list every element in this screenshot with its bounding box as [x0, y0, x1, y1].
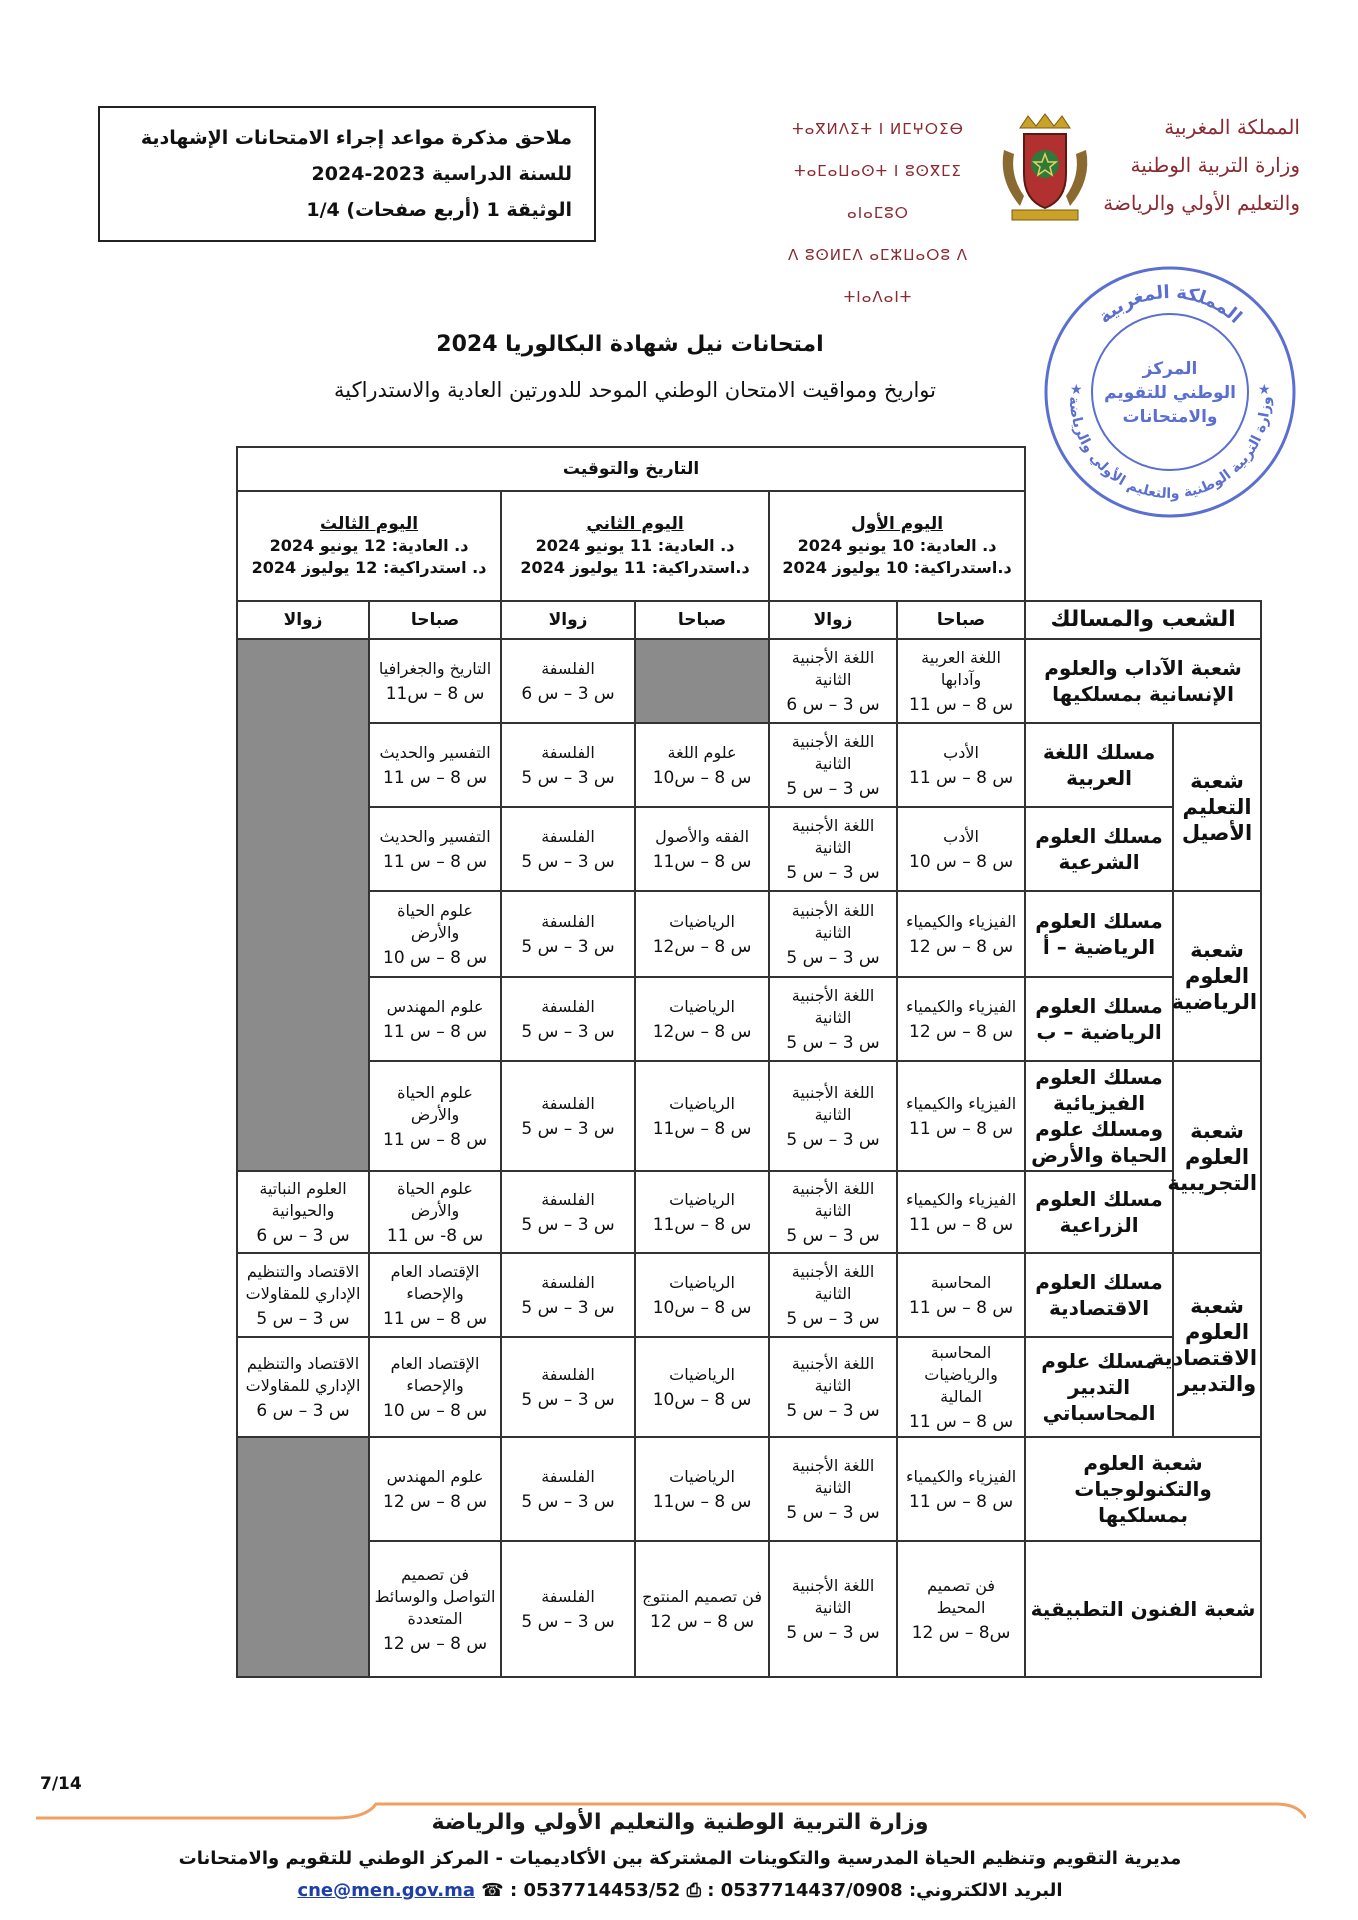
exam-cell: [769, 1061, 897, 1171]
track-cell: [1025, 1171, 1173, 1253]
exam-cell: [635, 1337, 769, 1437]
exam-time: س 3 – س 5: [786, 1622, 880, 1643]
day-2-header: [501, 491, 769, 601]
blank-corner: [1025, 447, 1261, 491]
exam-time: س8 – س 12: [911, 1622, 1011, 1643]
exam-subject: الفلسفة: [541, 1189, 595, 1209]
exam-subject: الأدب: [943, 826, 979, 846]
exam-cell: [369, 639, 501, 723]
table-row: [99, 639, 1261, 723]
exam-time: س 3 – س 5: [786, 1400, 880, 1421]
footer-contact: [200, 1880, 1160, 1901]
exam-subject: الرياضيات: [669, 1189, 735, 1209]
track-cell: [1025, 1337, 1173, 1437]
exam-subject: الإقتصاد العام والإحصاء: [390, 1353, 480, 1395]
document-subtitle: تواريخ ومواقيت الامتحان الوطني الموحد للدورتين العادية والاستدراكية: [333, 378, 937, 402]
exam-subject: الفلسفة: [541, 1466, 595, 1486]
email-label: البريد الالكتروني:: [908, 1880, 1063, 1901]
exam-cell: [369, 977, 501, 1061]
branch-label: شعبة العلوم التجريبية: [1167, 1119, 1258, 1195]
branch-cell: [1173, 891, 1261, 1061]
track-label: مسلك العلوم الرياضية – ب: [1035, 994, 1163, 1044]
exam-cell: [369, 891, 501, 977]
exam-cell: [769, 639, 897, 723]
exam-subject: اللغة العربية وآدابها: [921, 647, 1001, 689]
exam-cell: [635, 1437, 769, 1541]
exam-time: س 3 – س 6: [786, 694, 880, 715]
exam-time: س 8 – س12: [652, 1021, 752, 1042]
exam-subject: اللغة الأجنبية الثانية: [791, 1261, 875, 1303]
exam-subject: علوم الحياة والأرض: [397, 1178, 473, 1220]
exam-time: س 3 – س 5: [521, 1118, 615, 1139]
tifinagh-line-2: ⵜⴰⵎⴰⵡⴰⵙⵜ ⵏ ⵓⵙⴳⵎⵉ ⴰⵏⴰⵎⵓⵔ: [794, 162, 962, 222]
exam-subject: الفيزياء والكيمياء: [905, 1466, 1017, 1486]
exam-cell: [369, 1253, 501, 1337]
exam-cell: [635, 1061, 769, 1171]
exam-time: س 8 – س 11: [383, 1308, 488, 1329]
exam-cell: [237, 1171, 369, 1253]
exam-cell: [369, 723, 501, 807]
exam-subject: علوم اللغة: [667, 742, 737, 762]
stamp-center-1: المركز: [1142, 359, 1198, 379]
exam-subject: المحاسبة والرياضيات المالية: [924, 1342, 998, 1406]
exam-cell: [237, 1337, 369, 1437]
exam-cell: [635, 977, 769, 1061]
stamp-center-2: الوطني للتقويم: [1104, 383, 1236, 403]
exam-time: س 8 – س 11: [383, 1021, 488, 1042]
exam-subject: الرياضيات: [669, 1272, 735, 1292]
svg-text:المملكة المغربية: [1094, 282, 1245, 328]
exam-subject: الفيزياء والكيمياء: [905, 1189, 1017, 1209]
exam-time: س 8 – س 11: [909, 694, 1014, 715]
track-cell: [1025, 977, 1173, 1061]
fax-number: 0537714437/0908: [720, 1880, 903, 1901]
branch-label: شعبة العلوم الاقتصادية والتدبير: [1151, 1294, 1258, 1396]
exam-time: س 8 – س 11: [909, 1118, 1014, 1139]
tifinagh-line-3: ⴷ ⵓⵙⵍⵎⴷ ⴰⵎⵣⵡⴰⵔⵓ ⴷ ⵜⵏⴰⴷⴰⵏⵜ: [787, 246, 969, 306]
exam-subject: اللغة الأجنبية الثانية: [791, 985, 875, 1027]
exam-subject: الفلسفة: [541, 1364, 595, 1384]
exam-time: س 8 – س 12: [909, 1021, 1014, 1042]
exam-subject: الفلسفة: [541, 1586, 595, 1606]
table-row: [99, 1437, 1261, 1541]
exam-cell: [769, 891, 897, 977]
exam-cell: [501, 807, 635, 891]
exam-time: س 3 – س 6: [256, 1225, 350, 1246]
track-label: مسلك العلوم الزراعية: [1035, 1187, 1163, 1237]
branch-label: شعبة العلوم الرياضية: [1171, 938, 1258, 1014]
email-link[interactable]: cne@men.gov.ma: [297, 1880, 476, 1901]
no-exam-cell: [635, 639, 769, 723]
exam-cell: [501, 1061, 635, 1171]
track-cell: [1025, 1437, 1261, 1541]
track-label: شعبة العلوم والتكنولوجيات بمسلكيها: [1074, 1451, 1212, 1527]
exam-subject: اللغة الأجنبية الثانية: [791, 1455, 875, 1497]
slot-afternoon: زوالا: [501, 601, 635, 639]
day-2-catchup: د.استدراكية: 11 يوليوز 2024: [520, 558, 750, 577]
exam-subject: اللغة الأجنبية الثانية: [791, 1082, 875, 1124]
fax-icon: ⎙ :: [686, 1880, 721, 1901]
branch-cell: [1151, 1253, 1261, 1437]
exam-time: س 8 – س 11: [909, 767, 1014, 788]
exam-subject: اللغة الأجنبية الثانية: [791, 1353, 875, 1395]
exam-cell: [897, 639, 1025, 723]
exam-time: س 3 – س 5: [786, 862, 880, 883]
exam-cell: [369, 807, 501, 891]
exam-time: س 8 – س 10: [383, 947, 488, 968]
track-label: مسلك العلوم الفيزيائية ومسلك علوم الحياة والأرض: [1031, 1065, 1167, 1167]
header-tracks: الشعب والمسالك: [1025, 601, 1261, 639]
exam-time: س 8 – س 11: [909, 1491, 1014, 1512]
exam-time: س 3 – س 5: [786, 1129, 880, 1150]
exam-cell: [501, 1541, 635, 1677]
slot-morning: صباحا: [369, 601, 501, 639]
exam-cell: [369, 1061, 501, 1171]
exam-cell: [501, 1171, 635, 1253]
exam-subject: الرياضيات: [669, 911, 735, 931]
exam-cell: [635, 1541, 769, 1677]
exam-time: س 3 – س 5: [786, 778, 880, 799]
day-3-catchup: د. استدراكية: 12 يوليوز 2024: [251, 558, 487, 577]
exam-cell: [769, 1253, 897, 1337]
exam-cell: [635, 1171, 769, 1253]
exam-cell: [769, 723, 897, 807]
exam-subject: فن تصميم التواصل والوسائط المتعددة: [374, 1564, 496, 1628]
exam-subject: الرياضيات: [669, 996, 735, 1016]
exam-subject: اللغة الأجنبية الثانية: [791, 647, 875, 689]
exam-subject: المحاسبة: [930, 1272, 992, 1292]
exam-cell: [897, 1253, 1025, 1337]
exam-subject: الرياضيات: [669, 1466, 735, 1486]
blank-corner: [99, 447, 237, 491]
slot-morning: صباحا: [635, 601, 769, 639]
day-3-normal: د. العادية: 12 يونيو 2024: [269, 536, 469, 555]
exam-time: س 3 – س 5: [521, 1611, 615, 1632]
exam-cell: [501, 977, 635, 1061]
footer-directorate: مديرية التقويم وتنظيم الحياة المدرسية والتكوينات المشتركة بين الأكاديميات - المركز الوطني للتقويم والامتحانات: [178, 1848, 1182, 1869]
day-1-name: اليوم الأول: [851, 514, 944, 534]
header-date-time: التاريخ والتوقيت: [237, 447, 1025, 491]
exam-time: س 8 – س 11: [909, 1411, 1014, 1432]
stamp-outer-bottom: وزارة التربية الوطنية والتعليم الأولي والرياضة: [1065, 396, 1275, 503]
exam-time: س 3 – س 5: [786, 1308, 880, 1329]
exam-time: س 3 – س 5: [521, 1021, 615, 1042]
star-icon: ★: [1258, 382, 1271, 398]
exam-cell: [635, 1253, 769, 1337]
track-label: مسلك العلوم الاقتصادية: [1035, 1270, 1163, 1320]
exam-cell: [501, 1337, 635, 1437]
phone-number: 0537714453/52: [523, 1880, 681, 1901]
annex-line-2: للسنة الدراسية 2023-2024: [311, 163, 572, 185]
exam-subject: الرياضيات: [669, 1364, 735, 1384]
track-cell: [1025, 891, 1173, 977]
exam-subject: علوم المهندس: [386, 996, 484, 1016]
track-cell: [1025, 1061, 1173, 1171]
exam-cell: [237, 1253, 369, 1337]
track-label: مسلك العلوم الشرعية: [1035, 824, 1163, 874]
day-2-normal: د. العادية: 11 يونيو 2024: [535, 536, 735, 555]
exam-subject: الأدب: [943, 742, 979, 762]
exam-time: س 3 – س 5: [256, 1308, 350, 1329]
track-label: مسلك علوم التدبير المحاسباتي: [1041, 1349, 1157, 1425]
exam-time: س 8 – س11: [385, 683, 485, 704]
exam-cell: [897, 1437, 1025, 1541]
exam-time: س 3 – س 5: [521, 851, 615, 872]
track-cell: [1025, 1253, 1173, 1337]
exam-cell: [635, 807, 769, 891]
track-label: شعبة الفنون التطبيقية: [1030, 1597, 1256, 1621]
exam-time: س 8 – س 11: [383, 1129, 488, 1150]
track-cell: [1025, 723, 1173, 807]
exam-subject: الفلسفة: [541, 1093, 595, 1113]
exam-cell: [769, 1541, 897, 1677]
exam-time: س 8 – س 11: [909, 1214, 1014, 1235]
exam-subject: الفيزياء والكيمياء: [905, 1093, 1017, 1113]
exam-cell: [501, 723, 635, 807]
exam-cell: [769, 807, 897, 891]
exam-cell: [501, 891, 635, 977]
exam-time: س 8 – س 12: [383, 1491, 488, 1512]
exam-time: س 8 – س 12: [383, 1633, 488, 1654]
exam-time: س 8 – س11: [652, 1214, 752, 1235]
exam-cell: [769, 1437, 897, 1541]
ministry-name-line-2: والتعليم الأولي والرياضة: [1103, 191, 1300, 215]
day-3-name: اليوم الثالث: [319, 514, 419, 534]
exam-time: س 3 – س 5: [521, 1389, 615, 1410]
exam-cell: [369, 1437, 501, 1541]
exam-subject: اللغة الأجنبية الثانية: [791, 731, 875, 773]
day-1-header: [769, 491, 1025, 601]
exam-cell: [501, 639, 635, 723]
day-1-normal: د. العادية: 10 يونيو 2024: [797, 536, 997, 555]
branch-cell: [1167, 1061, 1261, 1253]
exam-cell: [897, 1171, 1025, 1253]
exam-cell: [635, 891, 769, 977]
exam-subject: الفلسفة: [541, 1272, 595, 1292]
schedule-table: [98, 446, 1262, 1678]
track-cell: [1025, 1541, 1261, 1677]
annex-line-1: ملاحق مذكرة مواعد إجراء الامتحانات الإشهادية: [140, 127, 572, 149]
exam-subject: الفلسفة: [541, 996, 595, 1016]
ministry-tifinagh: [768, 108, 988, 318]
exam-subject: الاقتصاد والتنظيم الإداري للمقاولات: [245, 1353, 361, 1395]
annex-box: [98, 106, 596, 242]
exam-time: س 8 – س11: [652, 851, 752, 872]
slot-afternoon: زوالا: [769, 601, 897, 639]
page-number: 7/14: [40, 1774, 82, 1794]
exam-cell: [369, 1541, 501, 1677]
ministry-name-line-1: وزارة التربية الوطنية: [1130, 153, 1300, 177]
exam-time: س 8 – س 12: [650, 1611, 755, 1632]
annex-line-3: الوثيقة 1 (أربع صفحات) 1/4: [306, 199, 572, 221]
exam-subject: علوم الحياة والأرض: [397, 900, 473, 942]
exam-time: س 3 – س 5: [786, 1502, 880, 1523]
exam-time: س 8 – س 11: [383, 767, 488, 788]
exam-subject: فن تصميم المنتوج: [642, 1586, 762, 1606]
document-title: امتحانات نيل شهادة البكالوريا 2024: [436, 332, 824, 357]
blank-corner: [99, 491, 237, 601]
exam-cell: [769, 1171, 897, 1253]
exam-time: س 8 – س 10: [909, 851, 1014, 872]
exam-subject: اللغة الأجنبية الثانية: [791, 900, 875, 942]
exam-time: س 8 – س 10: [383, 1400, 488, 1421]
exam-cell: [501, 1253, 635, 1337]
exam-cell: [369, 1337, 501, 1437]
exam-subject: التاريخ والجغرافيا: [378, 658, 492, 678]
exam-cell: [897, 891, 1025, 977]
day-3-header: [237, 491, 501, 601]
exam-time: س 8 – س10: [652, 1389, 752, 1410]
exam-time: س 3 – س 5: [521, 1297, 615, 1318]
track-cell: [1025, 639, 1261, 723]
phone-icon: ☎ :: [481, 1880, 524, 1901]
exam-time: س 8 – س11: [652, 1118, 752, 1139]
exam-time: س 3 – س 5: [786, 947, 880, 968]
exam-subject: اللغة الأجنبية الثانية: [791, 1178, 875, 1220]
kingdom-label: المملكة المغربية: [1164, 115, 1300, 139]
stamp-outer-top: المملكة المغربية: [1094, 281, 1246, 328]
exam-cell: [897, 1061, 1025, 1171]
track-label: مسلك العلوم الرياضية – أ: [1035, 909, 1163, 959]
track-label: مسلك اللغة العربية: [1042, 740, 1156, 790]
exam-time: س 3 – س 5: [786, 1032, 880, 1053]
exam-subject: التفسير والحديث: [379, 742, 491, 762]
exam-cell: [635, 723, 769, 807]
exam-time: س 3 – س 5: [521, 1214, 615, 1235]
coat-of-arms-icon: [990, 110, 1100, 230]
exam-subject: اللغة الأجنبية الثانية: [791, 1575, 875, 1617]
exam-cell: [897, 1337, 1025, 1437]
exam-cell: [769, 1337, 897, 1437]
exam-time: س 3 – س 5: [521, 1491, 615, 1512]
exam-subject: الاقتصاد والتنظيم الإداري للمقاولات: [245, 1261, 361, 1303]
day-2-name: اليوم الثاني: [586, 514, 684, 534]
exam-time: س 3 – س 6: [521, 683, 615, 704]
ministry-header: [1100, 108, 1300, 222]
no-exam-cell: [237, 639, 369, 1171]
exam-subject: فن تصميم المحيط: [927, 1575, 996, 1617]
exam-subject: الفلسفة: [541, 911, 595, 931]
exam-time: س 8 – س10: [652, 1297, 752, 1318]
exam-time: س 3 – س 6: [256, 1400, 350, 1421]
track-cell: [1025, 807, 1173, 891]
day-1-catchup: د.استدراكية: 10 يوليوز 2024: [782, 558, 1012, 577]
table-row: [99, 1253, 1261, 1337]
exam-cell: [897, 977, 1025, 1061]
exam-cell: [369, 1171, 501, 1253]
exam-time: س 8 – س10: [652, 767, 752, 788]
exam-subject: الفقه والأصول: [655, 826, 750, 846]
tifinagh-line-1: ⵜⴰⴳⵍⴷⵉⵜ ⵏ ⵍⵎⵖⵔⵉⴱ: [792, 120, 964, 138]
exam-subject: الفلسفة: [541, 658, 595, 678]
exam-subject: الرياضيات: [669, 1093, 735, 1113]
exam-time: س 3 – س 5: [521, 936, 615, 957]
track-label: شعبة الآداب والعلوم الإنسانية بمسلكيها: [1044, 656, 1242, 706]
exam-subject: اللغة الأجنبية الثانية: [791, 815, 875, 857]
slot-morning: صباحا: [897, 601, 1025, 639]
branch-cell: [1173, 723, 1261, 891]
exam-subject: الإقتصاد العام والإحصاء: [390, 1261, 480, 1303]
exam-cell: [897, 807, 1025, 891]
exam-time: س 8 – س11: [652, 1491, 752, 1512]
exam-time: س 8 – س 11: [909, 1297, 1014, 1318]
exam-subject: علوم الحياة والأرض: [397, 1082, 473, 1124]
exam-time: س 8 – س12: [652, 936, 752, 957]
table-row: [99, 1171, 1261, 1253]
stamp-center-3: والامتحانات: [1122, 407, 1218, 427]
exam-time: س 8 – س 11: [383, 851, 488, 872]
exam-time: س 3 – س 5: [786, 1225, 880, 1246]
exam-subject: الفيزياء والكيمياء: [905, 996, 1017, 1016]
exam-time: س 8- س 11: [386, 1225, 484, 1246]
exam-cell: [897, 723, 1025, 807]
exam-time: س 8 – س 12: [909, 936, 1014, 957]
exam-cell: [769, 977, 897, 1061]
exam-subject: الفيزياء والكيمياء: [905, 911, 1017, 931]
blank-corner: [1025, 491, 1261, 601]
exam-time: س 3 – س 5: [521, 767, 615, 788]
exam-subject: علوم المهندس: [386, 1466, 484, 1486]
footer-ministry: وزارة التربية الوطنية والتعليم الأولي والرياضة: [431, 1810, 929, 1835]
exam-subject: الفلسفة: [541, 742, 595, 762]
star-icon: ★: [1070, 382, 1083, 398]
exam-subject: العلوم النباتية والحيوانية: [259, 1178, 347, 1220]
exam-subject: التفسير والحديث: [379, 826, 491, 846]
slot-afternoon: زوالا: [237, 601, 369, 639]
table-row: [99, 1337, 1261, 1437]
branch-label: شعبة التعليم الأصيل: [1181, 769, 1253, 845]
no-exam-cell: [237, 1437, 369, 1677]
exam-cell: [501, 1437, 635, 1541]
exam-cell: [897, 1541, 1025, 1677]
exam-subject: الفلسفة: [541, 826, 595, 846]
